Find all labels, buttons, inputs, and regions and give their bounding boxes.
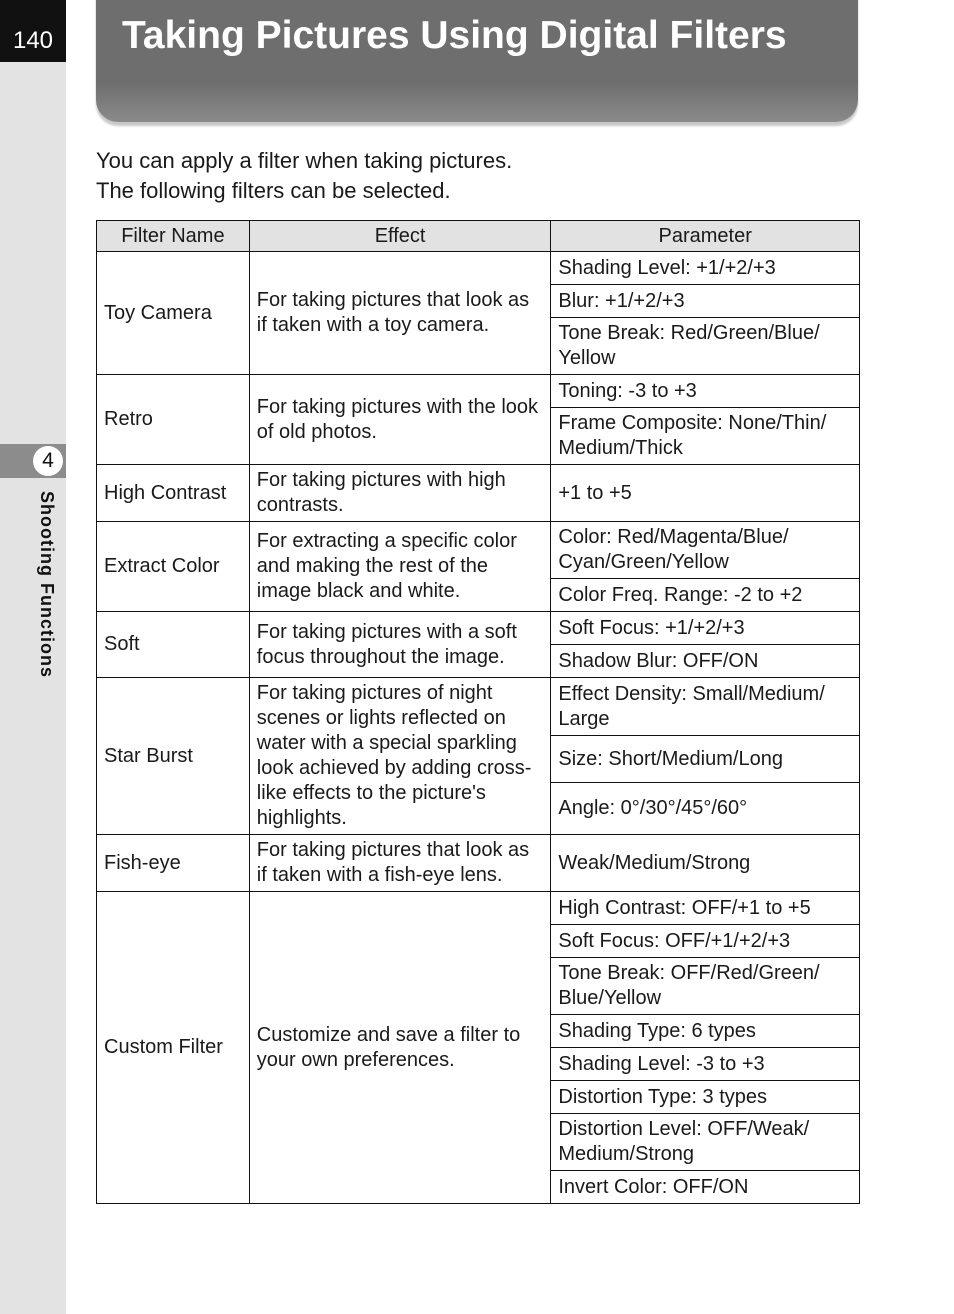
filter-name-cell: Star Burst xyxy=(97,678,250,835)
chapter-number: 4 xyxy=(33,446,63,476)
parameter-cell: High Contrast: OFF/+1 to +5 xyxy=(551,892,860,925)
intro-text xyxy=(96,146,512,206)
table-header-row xyxy=(97,221,860,252)
parameter-cell: Distortion Level: OFF/Weak/ Medium/Strong xyxy=(551,1114,860,1171)
page-title: Taking Pictures Using Digital Filters xyxy=(122,14,787,57)
table-row xyxy=(97,678,860,736)
effect-cell: For taking pictures with high contrasts. xyxy=(249,465,551,522)
intro-line: The following filters can be selected. xyxy=(96,178,451,203)
table-row xyxy=(97,375,860,408)
parameter-cell: +1 to +5 xyxy=(551,465,860,522)
parameter-cell: Color Freq. Range: -2 to +2 xyxy=(551,579,860,612)
chapter-label: Shooting Functions xyxy=(37,491,57,678)
table-row xyxy=(97,835,860,892)
filter-name-cell: Retro xyxy=(97,375,250,465)
parameter-cell: Color: Red/Magenta/Blue/ Cyan/Green/Yellow xyxy=(551,522,860,579)
filters-table xyxy=(96,220,860,1204)
parameter-cell: Angle: 0°/30°/45°/60° xyxy=(551,782,860,834)
filter-name-cell: High Contrast xyxy=(97,465,250,522)
parameter-cell: Effect Density: Small/Medium/ Large xyxy=(551,678,860,736)
effect-cell: For extracting a specific color and making the rest of the image black and white. xyxy=(249,522,551,612)
parameter-cell: Tone Break: Red/Green/Blue/ Yellow xyxy=(551,318,860,375)
filter-name-cell: Extract Color xyxy=(97,522,250,612)
parameter-cell: Tone Break: OFF/Red/Green/ Blue/Yellow xyxy=(551,958,860,1015)
table-row xyxy=(97,612,860,645)
filter-name-cell: Custom Filter xyxy=(97,892,250,1204)
effect-cell: Customize and save a filter to your own preferences. xyxy=(249,892,551,1204)
table-row xyxy=(97,522,860,579)
parameter-cell: Toning: -3 to +3 xyxy=(551,375,860,408)
effect-cell: For taking pictures of night scenes or lights reflected on water with a special sparkling look achieved by adding cross-like effects to the picture's highlights. xyxy=(249,678,551,835)
parameter-cell: Shading Level: +1/+2/+3 xyxy=(551,252,860,285)
effect-cell: For taking pictures with a soft focus throughout the image. xyxy=(249,612,551,678)
parameter-cell: Invert Color: OFF/ON xyxy=(551,1171,860,1204)
parameter-cell: Shading Level: -3 to +3 xyxy=(551,1048,860,1081)
table-row xyxy=(97,252,860,285)
header-effect: Effect xyxy=(249,221,551,252)
filters-body xyxy=(97,252,860,1204)
table-row xyxy=(97,465,860,522)
parameter-cell: Distortion Type: 3 types xyxy=(551,1081,860,1114)
filter-name-cell: Fish-eye xyxy=(97,835,250,892)
parameter-cell: Soft Focus: OFF/+1/+2/+3 xyxy=(551,925,860,958)
parameter-cell: Shadow Blur: OFF/ON xyxy=(551,645,860,678)
header-filter-name: Filter Name xyxy=(97,221,250,252)
parameter-cell: Frame Composite: None/Thin/ Medium/Thick xyxy=(551,408,860,465)
parameter-cell: Weak/Medium/Strong xyxy=(551,835,860,892)
filter-name-cell: Toy Camera xyxy=(97,252,250,375)
page-number: 140 xyxy=(0,0,66,62)
parameter-cell: Shading Type: 6 types xyxy=(551,1015,860,1048)
intro-line: You can apply a filter when taking pictures. xyxy=(96,148,513,173)
effect-cell: For taking pictures with the look of old photos. xyxy=(249,375,551,465)
header-parameter: Parameter xyxy=(551,221,860,252)
parameter-cell: Soft Focus: +1/+2/+3 xyxy=(551,612,860,645)
effect-cell: For taking pictures that look as if taken with a fish-eye lens. xyxy=(249,835,551,892)
filter-name-cell: Soft xyxy=(97,612,250,678)
table-row xyxy=(97,892,860,925)
parameter-cell: Size: Short/Medium/Long xyxy=(551,736,860,782)
effect-cell: For taking pictures that look as if taken with a toy camera. xyxy=(249,252,551,375)
parameter-cell: Blur: +1/+2/+3 xyxy=(551,285,860,318)
